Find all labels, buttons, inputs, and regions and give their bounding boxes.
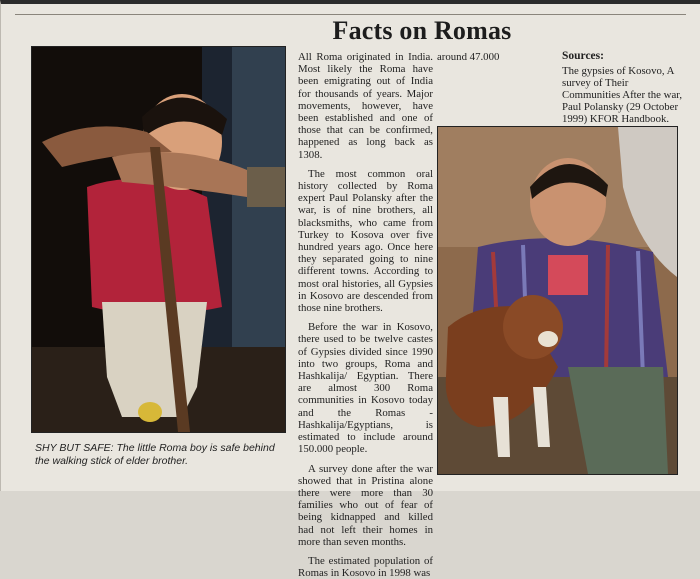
- article-paragraph: The estimated population of Romas in Kosovo in 1998 was: [298, 554, 433, 579]
- photo-boy-with-dog-image: [438, 127, 677, 474]
- article-paragraph: All Roma originated in India. Most likely the Roma have been emigrating out of India for thousands of years. Major movements, however, have been established and one of those that can be confirmed, happened as long back as 1308.: [298, 51, 433, 161]
- article-continuation: around 47.000: [437, 51, 500, 63]
- sources-box: [562, 50, 684, 125]
- sources-heading: Sources:: [562, 50, 604, 62]
- sources-text: The gypsies of Kosovo, A survey of Their Communities After the war, Paul Polansky (29 October 1999) KFOR Handbook.: [562, 65, 683, 125]
- photo-boy-behind-stick-image: [32, 47, 285, 432]
- article-paragraph: Before the war in Kosovo, there used to be twelve castes of Gypsies divided since 1990 into two groups, Roma and Hashkalija/ Egyptian. There are almost 300 Roma communities in Kosovo today and the Romas - Hashkalija/Egyptians, is estimated to include around 150.000 people.: [298, 321, 433, 456]
- photo-boy-with-dog: [437, 126, 678, 475]
- page-title: Facts on Romas: [332, 16, 512, 45]
- article-body: [298, 51, 433, 579]
- article-paragraph: A survey done after the war showed that in Pristina alone there were more than 30 families who out of fear of being kidnapped and killed had not left their homes in more than seven months.: [298, 462, 433, 548]
- photo-boy-behind-stick: [31, 46, 286, 433]
- photo-caption: SHY BUT SAFE: The little Roma boy is safe behind the walking stick of elder brother.: [35, 442, 275, 467]
- top-rule: [15, 14, 686, 15]
- article-paragraph: The most common oral history collected by Roma expert Paul Polansky after the war, is of nine brothers, all blacksmiths, who came from Turkey to Kosova over five hundred years ago. Once here they separated going to nine different towns. According to most oral histories, all Gypsies in Kosovo are descended from those nine brothers.: [298, 167, 433, 315]
